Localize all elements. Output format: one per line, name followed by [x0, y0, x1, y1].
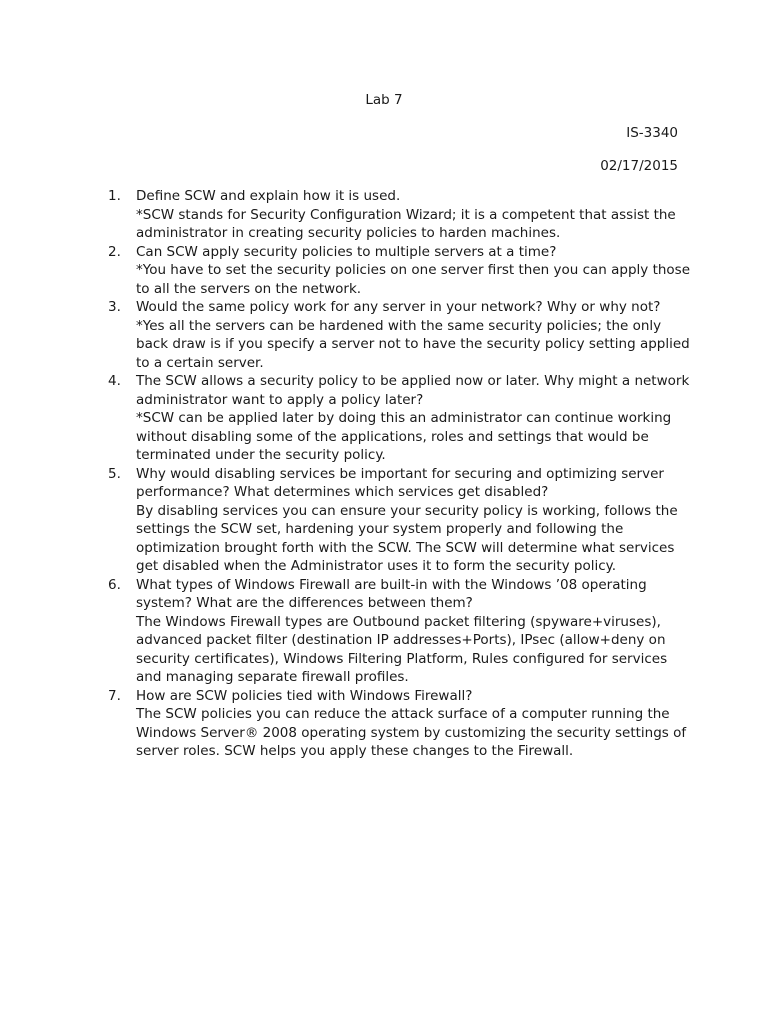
answer-text: The SCW policies you can reduce the attack surface of a computer running the Windows Server® 2008 operating system by customizing the security settings of server roles. SCW helps you apply these changes to the Firewall. [136, 706, 687, 759]
answer-text: *SCW can be applied later by doing this an administrator can continue working without disabling some of the applications, roles and settings that would be terminated under the security policy. [136, 410, 672, 463]
question-number: 5. [108, 465, 121, 482]
question-text: Would the same policy work for any server in your network? Why or why not? [136, 299, 661, 315]
question-number: 7. [108, 687, 121, 704]
question-list [108, 187, 690, 761]
question-number: 1. [108, 188, 121, 204]
question-item-3 [108, 298, 690, 372]
document-date: 02/17/2015 [600, 158, 678, 174]
course-code: IS-3340 [626, 125, 678, 141]
document-title: Lab 7 [365, 92, 403, 108]
question-number: 6. [108, 576, 121, 593]
question-number: 4. [108, 373, 121, 389]
question-number: 2. [108, 243, 121, 260]
answer-text: *SCW stands for Security Configuration Wizard; it is a competent that assist the administrator in creating security policies to harden machines. [136, 206, 676, 241]
answer-text: By disabling services you can ensure your security policy is working, follows the settings the SCW set, hardening your system properly and following the optimization brought forth with the SCW. The SCW will determine what services get disabled when the Administrator uses it to form the security policy. [136, 502, 678, 574]
question-text: How are SCW policies tied with Windows Firewall? [136, 687, 473, 704]
question-text: The SCW allows a security policy to be applied now or later. Why might a network administrator want to apply a policy later? [136, 373, 690, 408]
question-item-6 [108, 576, 690, 687]
answer-text: *Yes all the servers can be hardened with the same security policies; the only back draw is if you specify a server not to have the security policy setting applied to a certain server. [136, 317, 690, 371]
question-item-2 [108, 243, 690, 299]
answer-text: The Windows Firewall types are Outbound packet filtering (spyware+viruses), advanced packet filter (destination IP addresses+Ports), IPsec (allow+deny on security certificates), Windows Filtering Platform, Rules configured for services and managing separate firewall profiles. [136, 613, 668, 685]
question-text: Why would disabling services be important for securing and optimizing server performance? What determines which services get disabled? [136, 465, 664, 500]
question-number: 3. [108, 299, 121, 315]
question-text: Can SCW apply security policies to multiple servers at a time? [136, 243, 557, 260]
question-item-4 [108, 372, 690, 465]
question-text: Define SCW and explain how it is used. [136, 188, 401, 204]
question-item-1 [108, 187, 690, 243]
question-item-5 [108, 465, 690, 576]
question-text: What types of Windows Firewall are built-in with the Windows ’08 operating system? What are the differences between them? [136, 576, 647, 611]
answer-text: *You have to set the security policies on one server first then you can apply those to all the servers on the network. [136, 262, 691, 297]
question-item-7 [108, 687, 690, 761]
